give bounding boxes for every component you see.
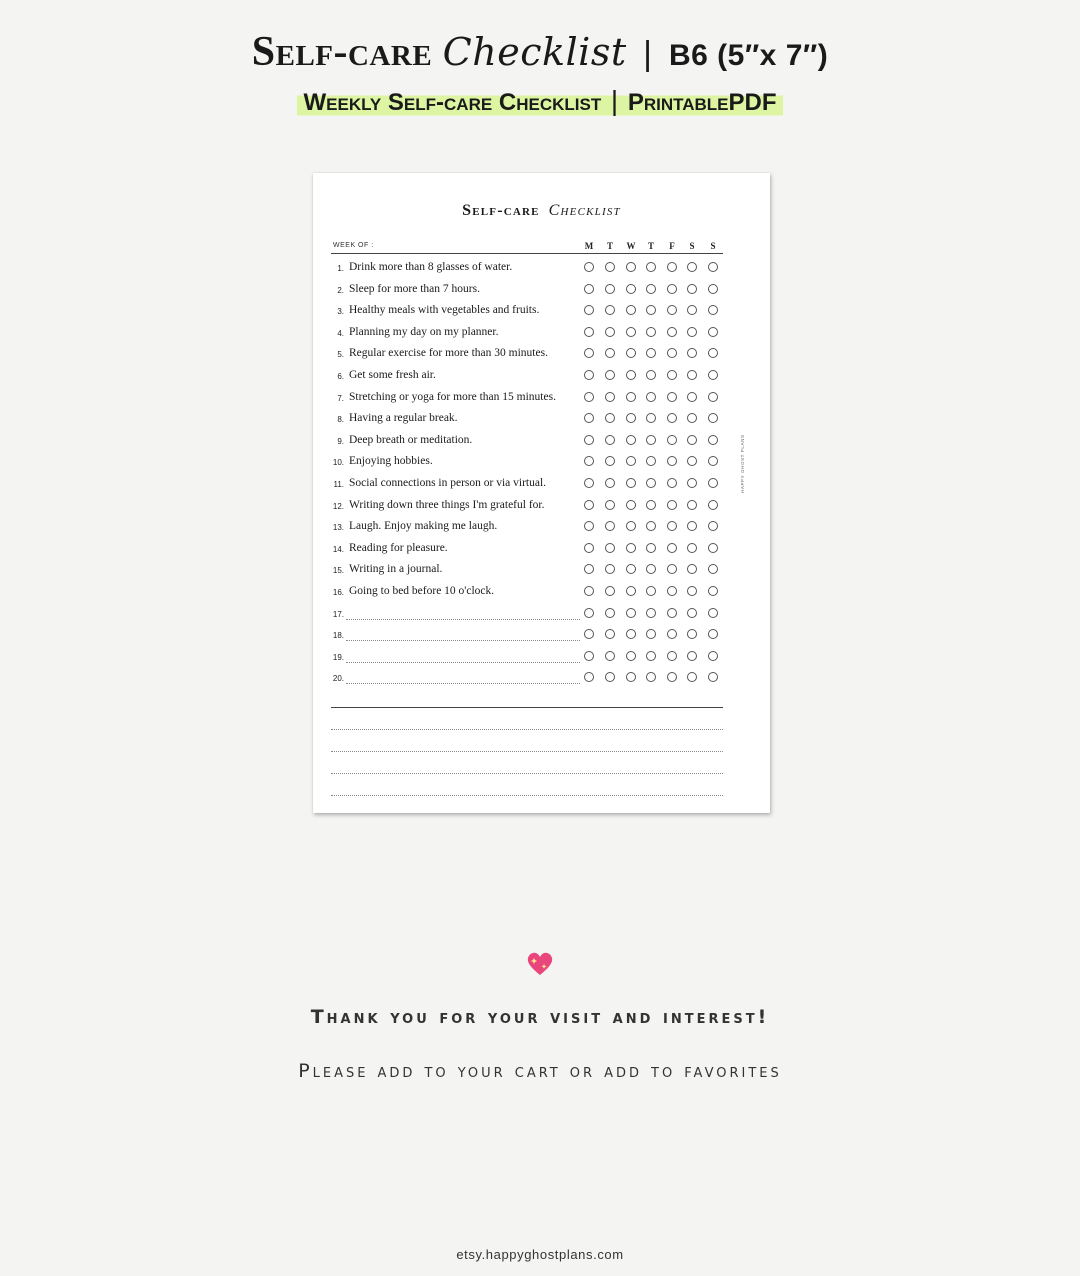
checklist-row bbox=[313, 473, 770, 495]
checklist-row bbox=[313, 581, 770, 603]
row-text: Drink more than 8 glasses of water. bbox=[349, 261, 513, 273]
subtitle-printable: PrintablePDF bbox=[627, 89, 777, 116]
row-number: 13. bbox=[332, 523, 344, 533]
day-checkbox[interactable] bbox=[646, 435, 656, 445]
sheet-title bbox=[313, 201, 770, 221]
row-number: 11. bbox=[333, 480, 344, 489]
day-checkbox[interactable] bbox=[626, 348, 636, 358]
day-checkbox[interactable] bbox=[584, 435, 594, 445]
sheet-title-checklist: Checklist bbox=[548, 202, 621, 219]
checklist-row bbox=[313, 279, 770, 301]
day-checkbox[interactable] bbox=[646, 629, 656, 639]
day-checkbox[interactable] bbox=[646, 413, 656, 423]
row-number: 15. bbox=[332, 566, 344, 576]
day-checkbox[interactable] bbox=[626, 305, 636, 315]
day-checkbox[interactable] bbox=[584, 629, 594, 639]
footer-url[interactable]: etsy.happyghostplans.com bbox=[456, 1247, 624, 1262]
row-number: 14. bbox=[332, 544, 344, 554]
day-checkbox[interactable] bbox=[584, 392, 594, 402]
day-checkbox[interactable] bbox=[605, 608, 615, 618]
checklist-sheet bbox=[313, 173, 770, 813]
day-checkbox[interactable] bbox=[687, 543, 697, 553]
row-text: Healthy meals with vegetables and fruits. bbox=[349, 304, 540, 317]
row-number: 17. bbox=[332, 609, 344, 619]
notes-line[interactable] bbox=[331, 795, 723, 796]
day-checkbox[interactable] bbox=[605, 413, 615, 423]
day-checkbox[interactable] bbox=[605, 629, 615, 639]
day-checkbox[interactable] bbox=[646, 262, 656, 272]
row-text: Going to bed before 10 o'clock. bbox=[349, 585, 495, 597]
day-checkbox[interactable] bbox=[667, 456, 677, 466]
notes-line[interactable] bbox=[331, 773, 723, 774]
day-checkbox[interactable] bbox=[646, 327, 656, 337]
day-checkbox[interactable] bbox=[584, 608, 594, 618]
title-self-care: Self-care bbox=[251, 29, 433, 75]
day-checkbox[interactable] bbox=[687, 262, 697, 272]
row-number: 7. bbox=[337, 393, 344, 403]
blank-entry-line[interactable] bbox=[346, 619, 580, 620]
day-checkbox[interactable] bbox=[646, 586, 656, 596]
day-checkbox[interactable] bbox=[667, 413, 677, 423]
day-checkbox[interactable] bbox=[646, 500, 656, 510]
day-checkbox[interactable] bbox=[646, 564, 656, 574]
day-checkbox[interactable] bbox=[708, 564, 718, 574]
checklist-row bbox=[313, 667, 770, 689]
day-checkbox[interactable] bbox=[708, 392, 718, 402]
day-checkbox[interactable] bbox=[708, 262, 718, 272]
day-checkbox[interactable] bbox=[687, 478, 697, 488]
day-header: S bbox=[689, 241, 695, 251]
row-text: Writing down three things I'm grateful for. bbox=[349, 498, 545, 511]
day-checkbox[interactable] bbox=[667, 608, 677, 618]
day-checkbox[interactable] bbox=[626, 262, 636, 272]
checklist-row bbox=[313, 646, 770, 668]
row-number: 1. bbox=[337, 264, 344, 273]
day-checkbox[interactable] bbox=[687, 348, 697, 358]
day-checkbox[interactable] bbox=[667, 586, 677, 596]
row-text: Deep breath or meditation. bbox=[349, 433, 473, 446]
day-checkbox[interactable] bbox=[584, 543, 594, 553]
row-number: 6. bbox=[337, 372, 344, 381]
day-checkbox[interactable] bbox=[605, 348, 615, 358]
day-checkbox[interactable] bbox=[687, 392, 697, 402]
row-number: 3. bbox=[337, 307, 344, 317]
thank-you-message: Thank you for your visit and interest! bbox=[310, 1006, 770, 1028]
day-checkbox[interactable] bbox=[605, 672, 615, 682]
day-checkbox[interactable] bbox=[687, 435, 697, 445]
day-checkbox[interactable] bbox=[646, 348, 656, 358]
day-checkbox[interactable] bbox=[584, 586, 594, 596]
day-checkbox[interactable] bbox=[667, 305, 677, 315]
day-checkbox[interactable] bbox=[584, 305, 594, 315]
brand-vertical-logo: HAPPY GHOST PLANS bbox=[740, 434, 745, 493]
day-checkbox[interactable] bbox=[584, 262, 594, 272]
day-checkbox[interactable] bbox=[646, 370, 656, 380]
day-checkbox[interactable] bbox=[687, 500, 697, 510]
day-checkbox[interactable] bbox=[667, 543, 677, 553]
day-checkbox[interactable] bbox=[626, 435, 636, 445]
checklist-row bbox=[313, 451, 770, 473]
day-checkbox[interactable] bbox=[708, 543, 718, 553]
page-title bbox=[0, 28, 1080, 80]
day-checkbox[interactable] bbox=[708, 456, 718, 466]
day-checkbox[interactable] bbox=[667, 500, 677, 510]
checklist-row bbox=[313, 430, 770, 452]
blank-entry-line[interactable] bbox=[346, 640, 580, 641]
day-checkbox[interactable] bbox=[584, 327, 594, 337]
row-number: 19. bbox=[332, 652, 344, 662]
day-checkbox[interactable] bbox=[626, 284, 636, 294]
day-checkbox[interactable] bbox=[646, 392, 656, 402]
day-checkbox[interactable] bbox=[584, 651, 594, 661]
day-checkbox[interactable] bbox=[687, 456, 697, 466]
day-checkbox[interactable] bbox=[687, 370, 697, 380]
day-checkbox[interactable] bbox=[646, 305, 656, 315]
day-checkbox[interactable] bbox=[687, 608, 697, 618]
day-checkbox[interactable] bbox=[646, 521, 656, 531]
day-checkbox[interactable] bbox=[626, 456, 636, 466]
checklist-row bbox=[313, 408, 770, 430]
day-checkbox[interactable] bbox=[626, 521, 636, 531]
day-checkbox[interactable] bbox=[626, 543, 636, 553]
row-number: 9. bbox=[337, 436, 344, 446]
day-checkbox[interactable] bbox=[605, 435, 615, 445]
day-checkbox[interactable] bbox=[667, 629, 677, 639]
row-text: Social connections in person or via virtual. bbox=[349, 477, 547, 489]
row-number: 5. bbox=[337, 350, 344, 360]
header-rule bbox=[331, 253, 723, 254]
day-checkbox[interactable] bbox=[626, 500, 636, 510]
day-checkbox[interactable] bbox=[646, 651, 656, 661]
day-checkbox[interactable] bbox=[708, 586, 718, 596]
day-checkbox[interactable] bbox=[708, 521, 718, 531]
notes-line[interactable] bbox=[331, 751, 723, 752]
day-checkbox[interactable] bbox=[708, 500, 718, 510]
day-checkbox[interactable] bbox=[584, 413, 594, 423]
day-checkbox[interactable] bbox=[708, 348, 718, 358]
checklist-row bbox=[313, 495, 770, 517]
day-checkbox[interactable] bbox=[687, 284, 697, 294]
day-checkbox[interactable] bbox=[687, 413, 697, 423]
day-checkbox[interactable] bbox=[605, 305, 615, 315]
row-number: 4. bbox=[337, 328, 344, 338]
day-checkbox[interactable] bbox=[667, 392, 677, 402]
day-header: M bbox=[584, 241, 594, 251]
day-checkbox[interactable] bbox=[584, 456, 594, 466]
day-checkbox[interactable] bbox=[626, 651, 636, 661]
checklist-row bbox=[313, 538, 770, 560]
day-checkbox[interactable] bbox=[584, 370, 594, 380]
day-checkbox[interactable] bbox=[667, 348, 677, 358]
day-checkbox[interactable] bbox=[667, 327, 677, 337]
day-checkbox[interactable] bbox=[667, 284, 677, 294]
day-checkbox[interactable] bbox=[708, 305, 718, 315]
checklist-row bbox=[313, 343, 770, 365]
day-checkbox[interactable] bbox=[584, 672, 594, 682]
row-text: Stretching or yoga for more than 15 minutes. bbox=[349, 390, 556, 403]
checklist-row bbox=[313, 365, 770, 387]
day-checkbox[interactable] bbox=[646, 672, 656, 682]
day-checkbox[interactable] bbox=[584, 521, 594, 531]
notes-rule bbox=[331, 707, 723, 708]
day-checkbox[interactable] bbox=[626, 564, 636, 574]
day-checkbox[interactable] bbox=[687, 305, 697, 315]
checklist-row bbox=[313, 516, 770, 538]
day-checkbox[interactable] bbox=[605, 262, 615, 272]
blank-entry-line[interactable] bbox=[346, 662, 580, 663]
row-text: Planning my day on my planner. bbox=[349, 325, 499, 338]
day-checkbox[interactable] bbox=[667, 435, 677, 445]
heart-icon bbox=[526, 951, 554, 977]
day-checkbox[interactable] bbox=[708, 327, 718, 337]
row-text: Enjoying hobbies. bbox=[349, 455, 433, 468]
day-checkbox[interactable] bbox=[605, 370, 615, 380]
day-checkbox[interactable] bbox=[708, 629, 718, 639]
day-checkbox[interactable] bbox=[626, 672, 636, 682]
day-header: F bbox=[669, 241, 675, 251]
title-size: B6 (5″x 7″) bbox=[668, 39, 829, 72]
day-checkbox[interactable] bbox=[667, 651, 677, 661]
checklist-row bbox=[313, 300, 770, 322]
day-checkbox[interactable] bbox=[605, 543, 615, 553]
subtitle-wrap bbox=[0, 86, 1080, 118]
title-separator: | bbox=[643, 35, 653, 73]
day-checkbox[interactable] bbox=[646, 284, 656, 294]
day-checkbox[interactable] bbox=[687, 586, 697, 596]
day-checkbox[interactable] bbox=[605, 478, 615, 488]
row-number: 20. bbox=[332, 674, 344, 684]
day-checkbox[interactable] bbox=[605, 564, 615, 574]
day-checkbox[interactable] bbox=[626, 413, 636, 423]
day-checkbox[interactable] bbox=[687, 521, 697, 531]
day-checkbox[interactable] bbox=[605, 521, 615, 531]
checklist-row bbox=[313, 559, 770, 581]
day-checkbox[interactable] bbox=[605, 456, 615, 466]
subtitle-weekly: Weekly Self-care Checklist bbox=[303, 89, 602, 116]
subtitle bbox=[297, 86, 782, 118]
day-checkbox[interactable] bbox=[708, 478, 718, 488]
day-checkbox[interactable] bbox=[646, 478, 656, 488]
call-to-action: Please add to your cart or add to favorites bbox=[298, 1060, 782, 1082]
row-number: 12. bbox=[332, 501, 344, 511]
day-checkbox[interactable] bbox=[584, 500, 594, 510]
blank-entry-line[interactable] bbox=[346, 683, 580, 684]
day-checkbox[interactable] bbox=[626, 629, 636, 639]
day-checkbox[interactable] bbox=[708, 651, 718, 661]
day-checkbox[interactable] bbox=[584, 348, 594, 358]
checklist-row bbox=[313, 387, 770, 409]
day-checkbox[interactable] bbox=[667, 262, 677, 272]
row-text: Get some fresh air. bbox=[349, 369, 436, 381]
day-header: W bbox=[626, 241, 636, 251]
day-checkbox[interactable] bbox=[626, 608, 636, 618]
day-checkbox[interactable] bbox=[626, 586, 636, 596]
week-of-label: WEEK OF : bbox=[333, 242, 374, 249]
row-number: 2. bbox=[337, 285, 344, 295]
row-number: 18. bbox=[332, 631, 344, 641]
day-checkbox[interactable] bbox=[667, 672, 677, 682]
day-checkbox[interactable] bbox=[584, 478, 594, 488]
day-checkbox[interactable] bbox=[687, 629, 697, 639]
checklist-row bbox=[313, 603, 770, 625]
day-checkbox[interactable] bbox=[605, 500, 615, 510]
day-checkbox[interactable] bbox=[584, 284, 594, 294]
day-checkbox[interactable] bbox=[687, 327, 697, 337]
row-text: Sleep for more than 7 hours. bbox=[349, 282, 480, 295]
checklist-row bbox=[313, 257, 770, 279]
day-checkbox[interactable] bbox=[646, 456, 656, 466]
day-checkbox[interactable] bbox=[687, 564, 697, 574]
sheet-title-self-care: Self-care bbox=[462, 202, 540, 219]
row-text: Having a regular break. bbox=[349, 412, 458, 425]
day-checkbox[interactable] bbox=[667, 564, 677, 574]
day-checkbox[interactable] bbox=[667, 370, 677, 380]
day-checkbox[interactable] bbox=[708, 672, 718, 682]
row-text: Laugh. Enjoy making me laugh. bbox=[349, 520, 498, 533]
row-number: 10. bbox=[332, 458, 344, 468]
title-checklist: Checklist bbox=[442, 30, 627, 74]
row-text: Reading for pleasure. bbox=[349, 541, 448, 554]
day-checkbox[interactable] bbox=[605, 327, 615, 337]
day-checkbox[interactable] bbox=[708, 608, 718, 618]
day-checkbox[interactable] bbox=[667, 478, 677, 488]
day-checkbox[interactable] bbox=[667, 521, 677, 531]
subtitle-separator: | bbox=[610, 85, 619, 116]
day-checkbox[interactable] bbox=[626, 392, 636, 402]
day-checkbox[interactable] bbox=[646, 608, 656, 618]
day-checkbox[interactable] bbox=[626, 370, 636, 380]
day-checkbox[interactable] bbox=[626, 478, 636, 488]
notes-line[interactable] bbox=[331, 729, 723, 730]
day-checkbox[interactable] bbox=[687, 651, 697, 661]
checklist-row bbox=[313, 322, 770, 344]
day-checkbox[interactable] bbox=[646, 543, 656, 553]
row-number: 8. bbox=[337, 415, 344, 425]
day-header: T bbox=[647, 241, 654, 251]
day-checkbox[interactable] bbox=[708, 435, 718, 445]
day-checkbox[interactable] bbox=[605, 651, 615, 661]
day-header: S bbox=[710, 241, 716, 251]
day-checkbox[interactable] bbox=[708, 370, 718, 380]
day-checkbox[interactable] bbox=[708, 284, 718, 294]
checklist-row bbox=[313, 624, 770, 646]
row-text: Writing in a journal. bbox=[349, 563, 443, 576]
day-checkbox[interactable] bbox=[605, 392, 615, 402]
day-checkbox[interactable] bbox=[708, 413, 718, 423]
day-checkbox[interactable] bbox=[605, 284, 615, 294]
day-checkbox[interactable] bbox=[626, 327, 636, 337]
row-number: 16. bbox=[332, 588, 344, 597]
row-text: Regular exercise for more than 30 minutes. bbox=[349, 347, 548, 360]
day-checkbox[interactable] bbox=[584, 564, 594, 574]
day-header: T bbox=[606, 241, 613, 251]
day-checkbox[interactable] bbox=[687, 672, 697, 682]
day-checkbox[interactable] bbox=[605, 586, 615, 596]
